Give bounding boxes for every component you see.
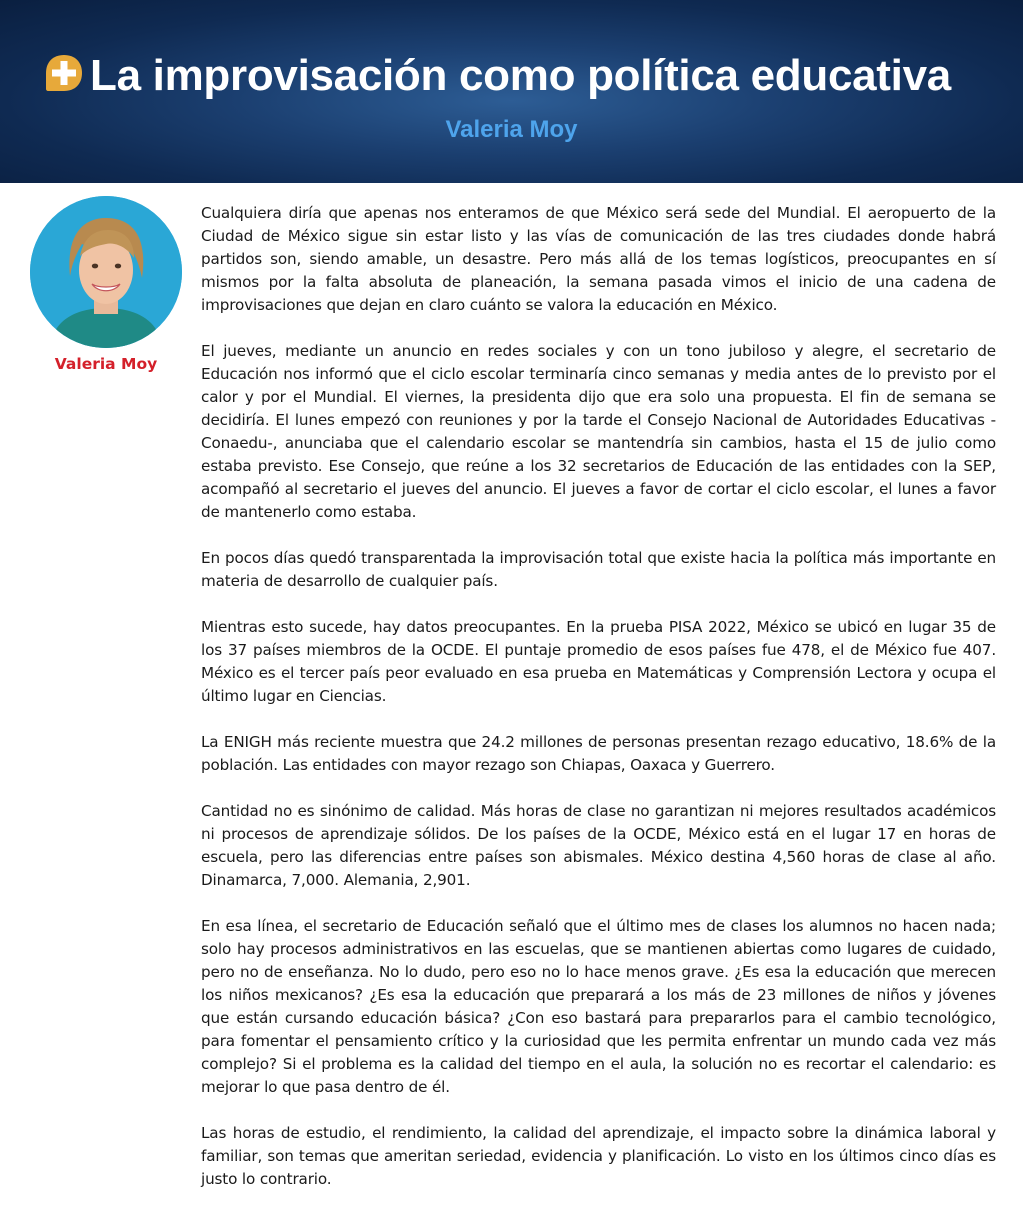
header-byline: Valeria Moy	[445, 116, 578, 143]
article-paragraph: Cualquiera diría que apenas nos enteramos de que México será sede del Mundial. El aeropuerto de la Ciudad de México sigue sin estar listo y las vías de comunicación de las tres ciudades donde habrá partidos son, siendo amable, un desastre. Pero más allá de los temas logísticos, preocupantes en sí mismos por la falta absoluta de planeación, la semana pasada vimos el inicio de una cadena de improvisaciones que dejan en claro cuánto se valora la educación en México.	[201, 204, 996, 314]
article-paragraph: Mientras esto sucede, hay datos preocupantes. En la prueba PISA 2022, México se ubicó en lugar 35 de los 37 países miembros de la OCDE. El puntaje promedio de esos países fue 478, el de México fue 407. México es el tercer país peor evaluado en esa prueba en Matemáticas y Comprensión Lectora y ocupa el último lugar en Ciencias.	[201, 618, 996, 705]
author-name: Valeria Moy	[54, 355, 158, 373]
author-photo	[30, 196, 182, 348]
article-paragraph: La ENIGH más reciente muestra que 24.2 millones de personas presentan rezago educativo, 18.6% de la población. Las entidades con mayor rezago son Chiapas, Oaxaca y Guerrero.	[201, 733, 996, 774]
article-paragraph: Las horas de estudio, el rendimiento, la calidad del aprendizaje, el impacto sobre la dinámica laboral y familiar, son temas que ameritan seriedad, evidencia y planificación. Lo visto en los últimos cinco días es justo lo contrario.	[201, 1124, 996, 1188]
author-card	[30, 196, 182, 373]
page-title: La improvisación como política educativa	[90, 51, 951, 100]
title-row	[44, 46, 1004, 106]
article-body	[201, 202, 996, 1214]
article-paragraph: El jueves, mediante un anuncio en redes sociales y con un tono jubiloso y alegre, el secretario de Educación nos informó que el ciclo escolar terminaría cinco semanas y media antes de lo previsto por el calor y por el Mundial. El viernes, la presidenta dijo que era solo una propuesta. El fin de semana se decidiría. El lunes empezó con reuniones y por la tarde el Consejo Nacional de Autoridades Educativas -Conaedu-, anunciaba que el calendario escolar se mantendría sin cambios, hasta el 15 de julio como estaba previsto. Ese Consejo, que reúne a los 32 secretarios de Educación de las entidades con la SEP, acompañó al secretario el jueves del anuncio. El jueves a favor de cortar el ciclo escolar, el lunes a favor de mantenerlo como estaba.	[201, 342, 996, 521]
article-paragraph: En esa línea, el secretario de Educación señaló que el último mes de clases los alumnos no hacen nada; solo hay procesos administrativos en las escuelas, que se mantienen abiertas como lugares de cuidado, pero no de enseñanza. No lo dudo, pero eso no lo hace menos grave. ¿Es esa la educación que merecen los niños mexicanos? ¿Es esa la educación que preparará a los más de 23 millones de niños y jóvenes que están cursando educación básica? ¿Con eso bastará para prepararlos para el cambio tecnológico, para fomentar el pensamiento crítico y la curiosidad que les permita enfrentar un mundo cada vez más complejo? Si el problema es la calidad del tiempo en el aula, la solución no es recortar el calendario: es mejorar lo que pasa dentro de él.	[201, 917, 996, 1096]
portrait-image	[30, 196, 182, 348]
article-paragraph: Cantidad no es sinónimo de calidad. Más horas de clase no garantizan ni mejores resultados académicos ni procesos de aprendizaje sólidos. De los países de la OCDE, México está en el lugar 17 en horas de escuela, pero las diferencias entre países son abismales. México destina 4,560 horas de clase al año. Dinamarca, 7,000. Alemania, 2,901.	[201, 802, 996, 889]
plus-badge-icon	[44, 53, 84, 93]
article-header	[0, 0, 1023, 183]
article-paragraph: En pocos días quedó transparentada la improvisación total que existe hacia la política más importante en materia de desarrollo de cualquier país.	[201, 549, 996, 590]
